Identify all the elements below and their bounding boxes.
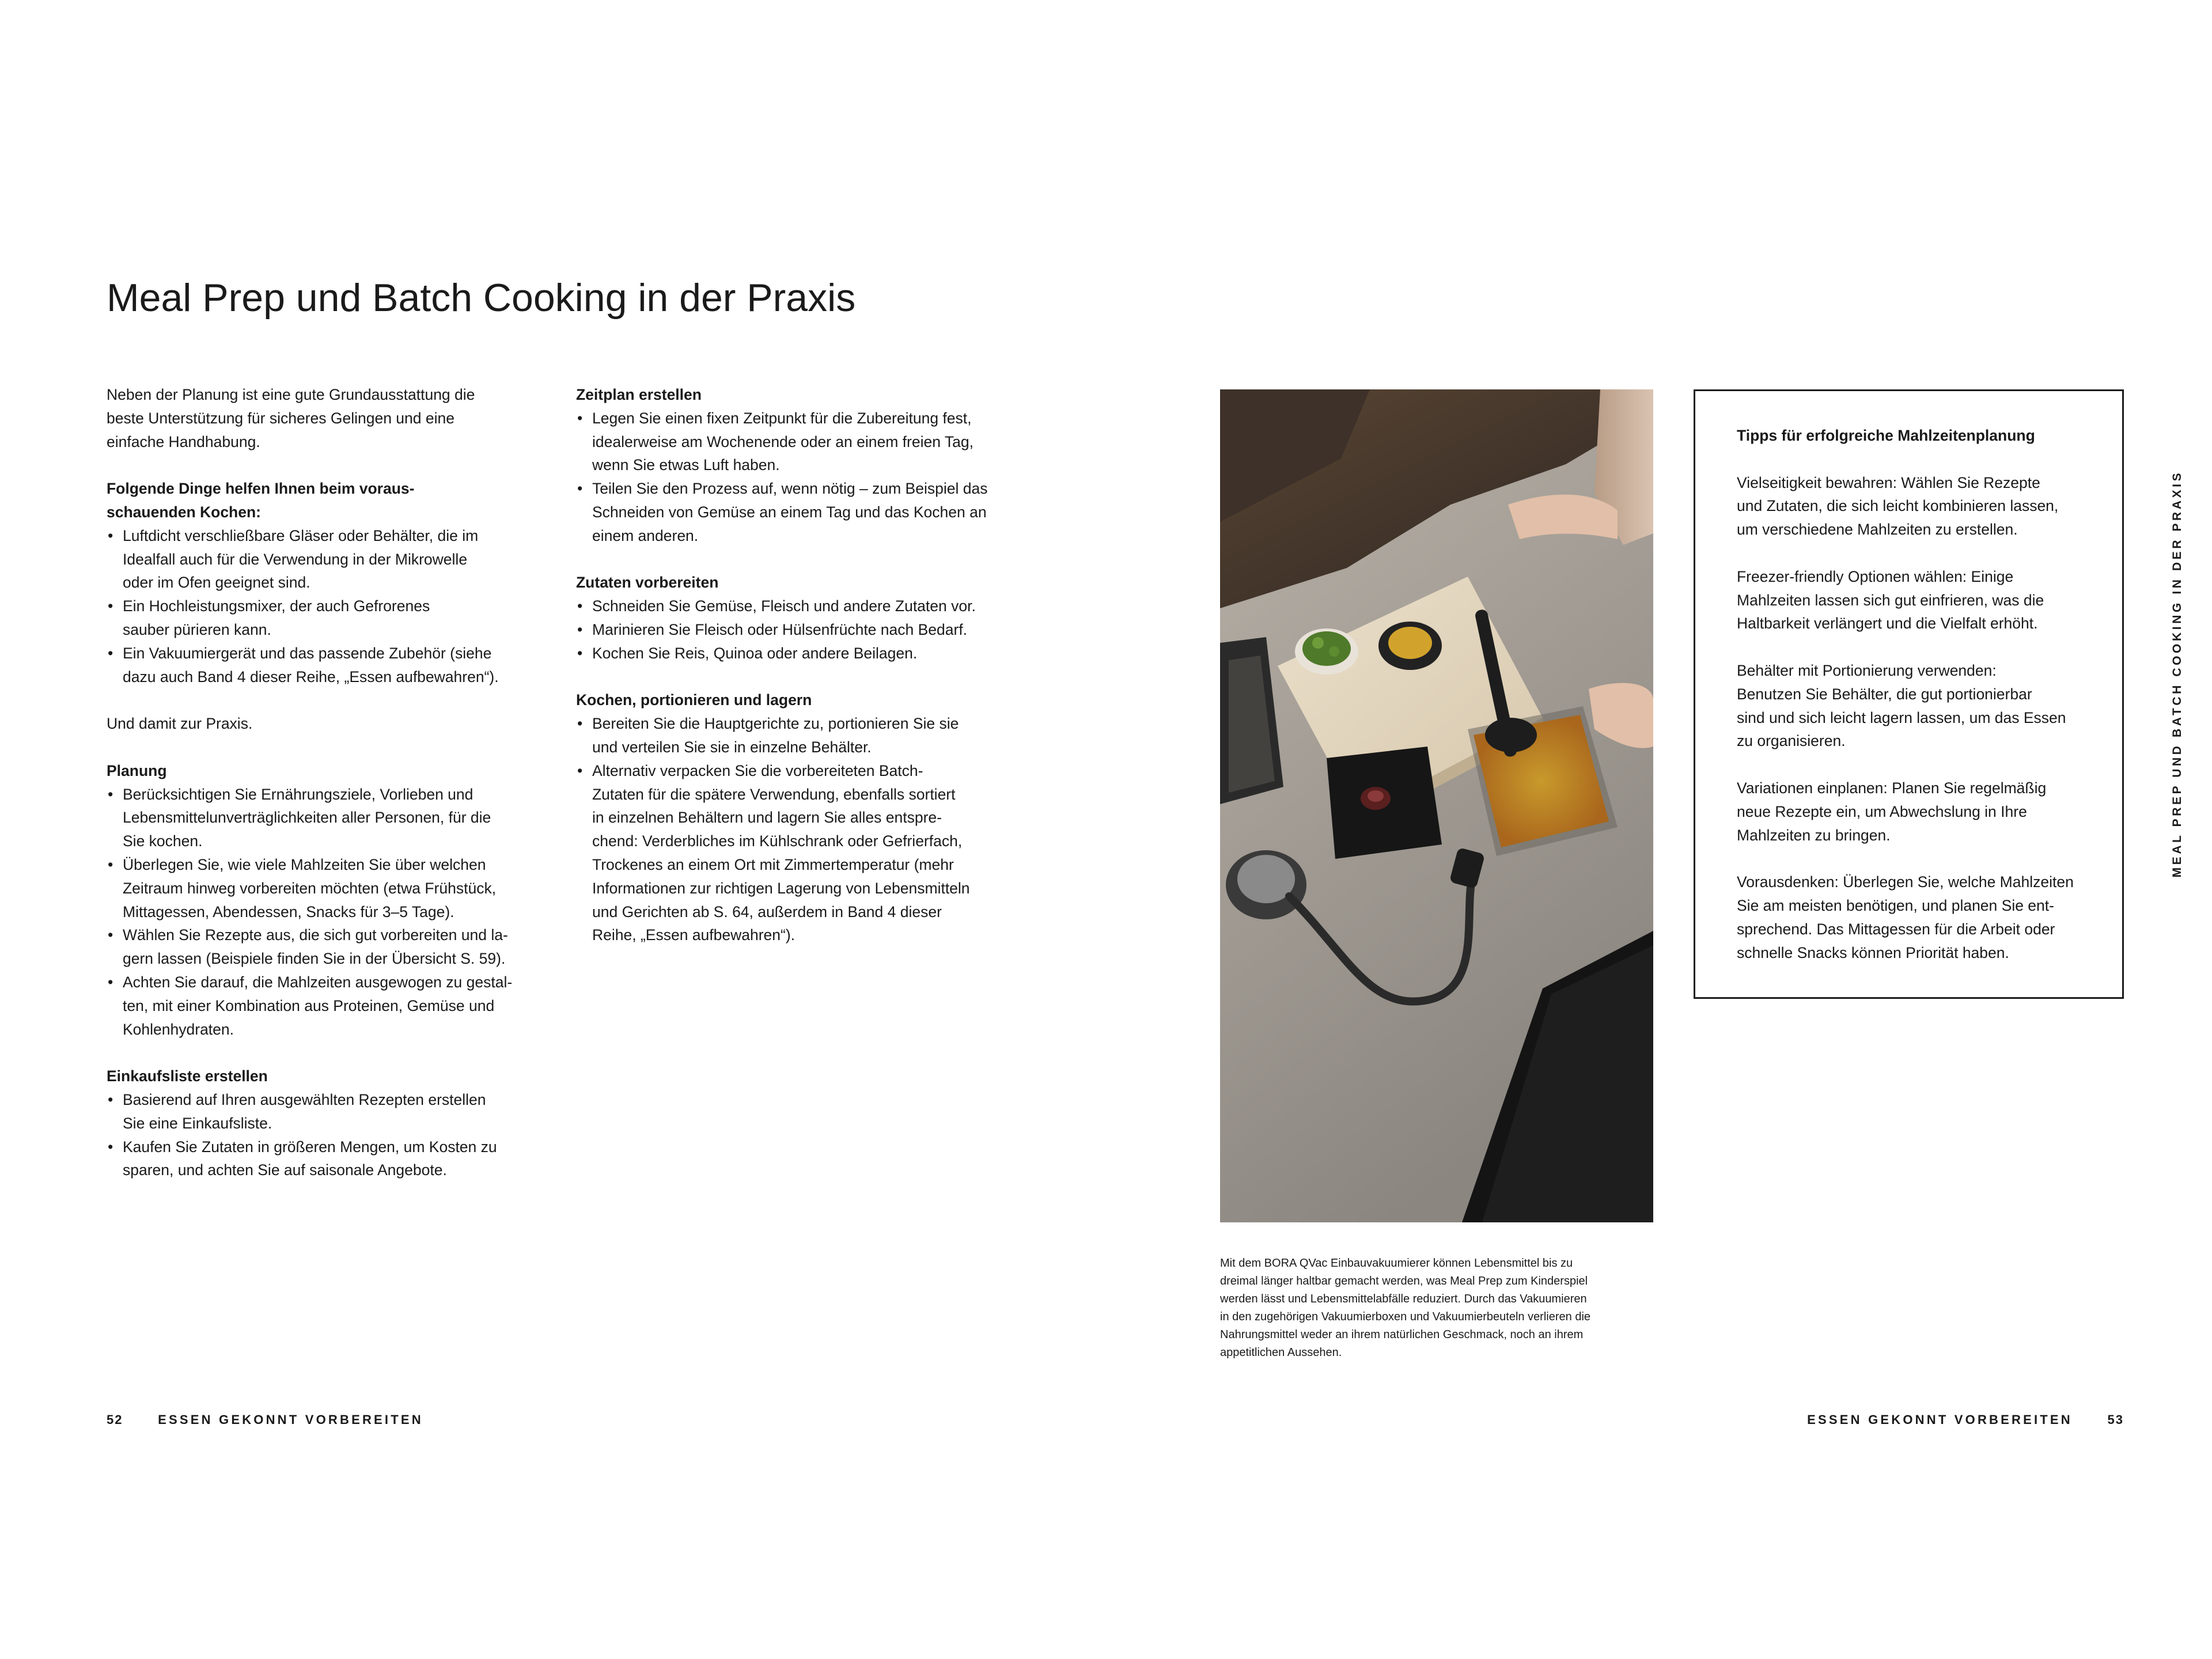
page-number-right: 53: [2107, 1412, 2124, 1427]
footer-right: [1807, 1412, 2124, 1427]
photo-illustration: [1220, 389, 1653, 1222]
list-item: • Schneiden Sie Gemüse, Fleisch und andere Zutaten vor.: [576, 594, 1031, 618]
kitchen-photo: [1220, 389, 1653, 1222]
list-item: • Bereiten Sie die Hauptgerichte zu, portionieren Sie sie und verteilen Sie sie in einzelne Behälter.: [576, 712, 1031, 759]
section-heading-helpers: Folgende Dinge helfen Ihnen beim voraus- schauenden Kochen:: [107, 480, 415, 521]
list-item: • Überlegen Sie, wie viele Mahlzeiten Sie über welchen Zeitraum hinweg vorbereiten möchten (etwa Frühstück, Mittagessen, Abendessen, Snacks für 3–5 Tage).: [107, 853, 544, 923]
page-title: Meal Prep und Batch Cooking in der Praxis: [107, 276, 856, 320]
list-item: • Kochen Sie Reis, Quinoa oder andere Beilagen.: [576, 642, 1031, 665]
footer-left: [107, 1412, 423, 1427]
footer-section-right: ESSEN GEKONNT VORBEREITEN: [1807, 1412, 2073, 1427]
list-item: • Basierend auf Ihren ausgewählten Rezepten erstellen Sie eine Einkaufsliste.: [107, 1088, 544, 1135]
section-heading-kochen: Kochen, portionieren und lagern: [576, 691, 812, 709]
list-item: • Marinieren Sie Fleisch oder Hülsenfrüchte nach Bedarf.: [576, 618, 1031, 642]
tip-paragraph: Vorausdenken: Überlegen Sie, welche Mahlzeiten Sie am meisten benötigen, und planen Sie ent- sprechend. Das Mittagessen für die Arbeit oder schnelle Snacks können Priorität haben.: [1737, 873, 2074, 961]
section-heading-einkaufsliste: Einkaufsliste erstellen: [107, 1067, 268, 1085]
text-column-middle: [576, 383, 1031, 947]
tip-paragraph: Variationen einplanen: Planen Sie regelmäßig neue Rezepte ein, um Abwechslung in Ihre Mahlzeiten zu bringen.: [1737, 779, 2047, 844]
section-heading-zutaten: Zutaten vorbereiten: [576, 574, 719, 592]
list-item: • Ein Vakuumiergerät und das passende Zubehör (siehe dazu auch Band 4 dieser Reihe, „Essen aufbewahren“).: [107, 642, 544, 689]
section-heading-zeitplan: Zeitplan erstellen: [576, 386, 702, 403]
planung-list: [107, 783, 544, 1041]
kochen-list: [576, 712, 1031, 947]
list-item: • Wählen Sie Rezepte aus, die sich gut vorbereiten und la- gern lassen (Beispiele finden Sie in der Übersicht S. 59).: [107, 923, 544, 971]
list-item: • Teilen Sie den Prozess auf, wenn nötig – zum Beispiel das Schneiden von Gemüse an einem Tag und das Kochen an einem anderen.: [576, 477, 1031, 547]
list-item: • Alternativ verpacken Sie die vorbereiteten Batch- Zutaten für die spätere Verwendung, ebenfalls sortiert in einzelnen Behältern und lagern Sie alles entspre- chend: Verderbliches im Kühlschrank oder Gefrierfach, Trockenes an einem Ort mit Zimmertemperatur (mehr Informationen zur richtigen Lagerung von Lebensmitteln und Gerichten ab S. 64, außerdem in Band 4 dieser Reihe, „Essen aufbewahren“).: [576, 759, 1031, 947]
intro-paragraph: Neben der Planung ist eine gute Grundausstattung die beste Unterstützung für sicheres Gelingen und eine einfache Handhabung.: [107, 386, 475, 450]
tips-paragraphs: [1737, 471, 2094, 965]
list-item: • Luftdicht verschließbare Gläser oder Behälter, die im Idealfall auch für die Verwendung in der Mikrowelle oder im Ofen geeignet sind.: [107, 524, 544, 594]
list-item: • Ein Hochleistungsmixer, der auch Gefrorenes sauber pürieren kann.: [107, 594, 544, 642]
zutaten-list: [576, 594, 1031, 665]
list-item: • Kaufen Sie Zutaten in größeren Mengen, um Kosten zu sparen, und achten Sie auf saisonale Angebote.: [107, 1135, 544, 1183]
list-item: • Berücksichtigen Sie Ernährungsziele, Vorlieben und Lebensmittelunverträglichkeiten aller Personen, für die Sie kochen.: [107, 783, 544, 853]
tips-box: [1694, 389, 2124, 999]
section-heading-planung: Planung: [107, 762, 167, 779]
helpers-list: [107, 524, 544, 689]
tip-paragraph: Vielseitigkeit bewahren: Wählen Sie Rezepte und Zutaten, die sich leicht kombinieren lassen, um verschiedene Mahlzeiten zu erstellen.: [1737, 474, 2059, 539]
tips-heading: Tipps für erfolgreiche Mahlzeitenplanung: [1737, 427, 2035, 444]
vertical-running-head: MEAL PREP UND BATCH COOKING IN DER PRAXIS: [2171, 470, 2184, 878]
text-column-left: [107, 383, 544, 1182]
transition-text: Und damit zur Praxis.: [107, 715, 253, 733]
tip-paragraph: Behälter mit Portionierung verwenden: Benutzen Sie Behälter, die gut portionierbar sind und sich leicht lagern lassen, um das Essen zu organisieren.: [1737, 661, 2066, 750]
tip-paragraph: Freezer-friendly Optionen wählen: Einige Mahlzeiten lassen sich gut einfrieren, was die Haltbarkeit verlängert und die Vielfalt erhöht.: [1737, 567, 2044, 632]
list-item: • Legen Sie einen fixen Zeitpunkt für die Zubereitung fest, idealerweise am Wochenende oder an einem freien Tag, wenn Sie etwas Luft haben.: [576, 407, 1031, 477]
page-number-left: 52: [107, 1412, 123, 1427]
photo-caption: Mit dem BORA QVac Einbauvakuumierer können Lebensmittel bis zu dreimal länger haltbar gemacht werden, was Meal Prep zum Kinderspiel werden lässt und Lebensmittelabfälle reduziert. Durch das Vakuumieren in den zugehörigen Vakuumierboxen und Vakuumierbeuteln verlieren die Nahrungsmittel weder an ihrem natürlichen Geschmack, noch an ihrem appetitlichen Aussehen.: [1220, 1257, 1591, 1359]
einkaufsliste-list: [107, 1088, 544, 1182]
zeitplan-list: [576, 407, 1031, 548]
list-item: • Achten Sie darauf, die Mahlzeiten ausgewogen zu gestal- ten, mit einer Kombination aus Proteinen, Gemüse und Kohlenhydraten.: [107, 971, 544, 1041]
footer-section-left: ESSEN GEKONNT VORBEREITEN: [158, 1412, 423, 1427]
